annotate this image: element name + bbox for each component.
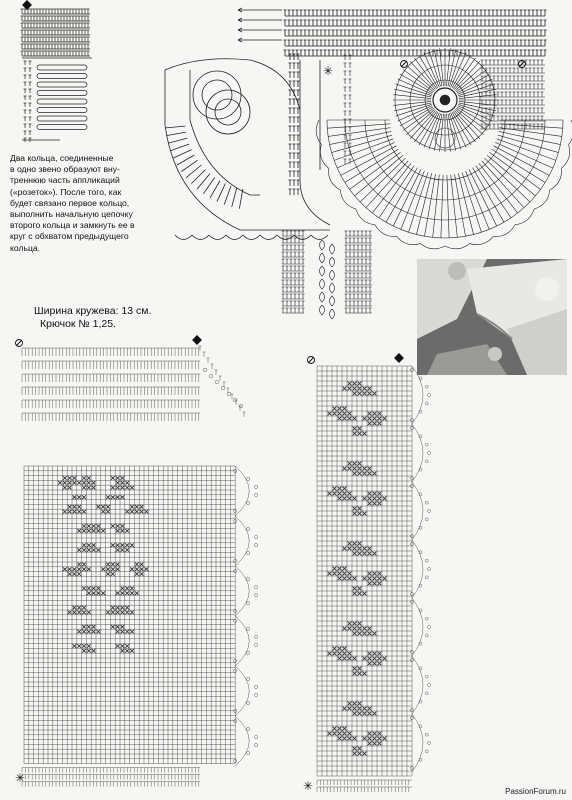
caption-line: второго кольца и замкнуть ее в: [10, 220, 135, 231]
caption-line: Два кольца, соединенные: [10, 153, 114, 163]
watermark: PassionForum.ru: [505, 787, 566, 796]
end-marker-icon: [22, 0, 32, 10]
end-marker-icon: [192, 335, 202, 345]
start-marker-icon: [16, 340, 23, 347]
top-left-chart: [21, 9, 93, 142]
caption-line: круг с обхватом предыдущего: [10, 231, 129, 242]
end-marker-icon: [394, 353, 404, 363]
lace-photo: [417, 259, 567, 375]
asterisk-marker-icon: ✳: [302, 779, 314, 793]
lace-spec: [34, 305, 151, 331]
caption-line: треннюю часть аппликаций: [10, 175, 120, 186]
lace-width: Ширина кружева: 13 см.: [34, 305, 152, 317]
hook-size: Крючок № 1,25.: [40, 318, 116, 330]
caption-line: в одно звено образуют вну-: [10, 164, 120, 175]
fan-motif-diagram: [316, 48, 572, 249]
asterisk-marker-icon: ✳: [14, 771, 26, 785]
caption-line: будет связано первое кольцо,: [10, 197, 130, 208]
start-marker-icon: [401, 61, 408, 68]
asterisk-marker-icon: ✳: [322, 64, 334, 78]
caption-line: («розеток»). После того, как: [10, 186, 122, 197]
middle-strip-diagram: [282, 231, 373, 319]
filet-chart-right: [317, 366, 431, 792]
filet-chart-left: [22, 346, 258, 787]
caption-line: кольца.: [10, 242, 41, 253]
start-marker-icon: [308, 357, 315, 364]
photo-illustration: [417, 259, 567, 375]
caption-line: выполнить начальную цепочку: [10, 209, 133, 220]
rings-motif-diagram: [165, 10, 547, 240]
direction-arrows: [238, 8, 282, 42]
caption-text: [10, 153, 170, 254]
